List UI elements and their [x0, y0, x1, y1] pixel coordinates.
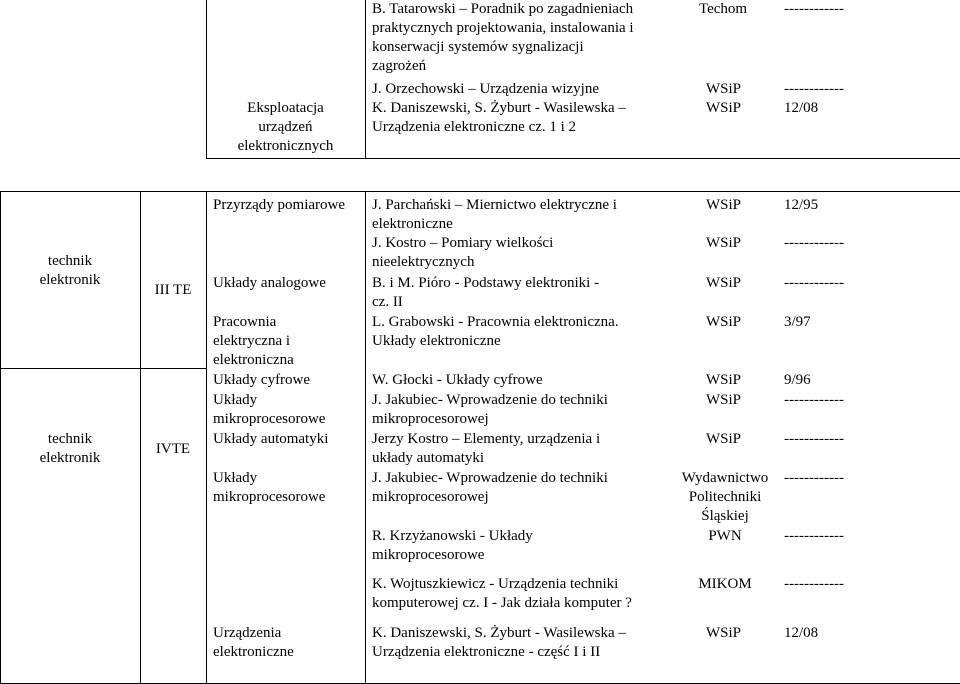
- subject-line: urządzeń: [258, 119, 313, 135]
- subject-line: Pracownia: [213, 314, 277, 330]
- subject-cell: [213, 371, 310, 390]
- book-line: K. Daniszewski, S. Żyburt - Wasilewska –: [372, 100, 626, 116]
- subject-cell: [213, 391, 325, 429]
- subject-line: Przyrządy pomiarowe: [213, 197, 346, 213]
- book-line: Układy elektroniczne: [372, 333, 501, 349]
- profession-cell-2: [0, 430, 140, 468]
- school-class-2: IVTE: [155, 441, 191, 457]
- book-cell: [372, 575, 632, 613]
- publisher: WSiP: [706, 275, 742, 291]
- border: [0, 368, 206, 369]
- year: ------------: [784, 81, 844, 97]
- year: 12/08: [784, 100, 819, 116]
- year: 12/95: [784, 197, 819, 213]
- book-cell: [372, 391, 608, 429]
- publisher: WSiP: [706, 431, 742, 447]
- publisher-line: Śląskiej: [701, 508, 749, 524]
- border: [140, 191, 141, 683]
- book-line: mikroprocesorowe: [372, 547, 485, 563]
- profession-line: elektronik: [39, 272, 101, 288]
- publisher: PWN: [708, 528, 742, 544]
- book-line: Urządzenia elektroniczne - część I i II: [372, 644, 601, 660]
- book-cell: [372, 234, 553, 272]
- book-cell: [372, 274, 599, 312]
- book-line: J. Kostro – Pomiary wielkości: [372, 235, 554, 251]
- book-line: cz. II: [372, 294, 403, 310]
- subject-line: Układy: [213, 470, 258, 486]
- publisher-line: Politechniki: [688, 489, 762, 505]
- publisher: WSiP: [706, 314, 742, 330]
- border: [365, 0, 366, 158]
- book-line: Urządzenia elektroniczne cz. 1 i 2: [372, 119, 577, 135]
- subject-line: Urządzenia: [213, 625, 282, 641]
- book-title: J. Orzechowski – Urządzenia wizyjne: [372, 81, 599, 97]
- border: [206, 191, 207, 683]
- profession-line: technik: [47, 431, 93, 447]
- year: ------------: [784, 576, 844, 592]
- subject-line: Eksploatacja: [247, 100, 324, 116]
- publisher: WSiP: [706, 81, 742, 97]
- year: 9/96: [784, 372, 811, 388]
- top-subject-cell: [206, 99, 365, 156]
- subject-line: Układy automatyki: [213, 431, 329, 447]
- book-line: L. Grabowski - Pracownia elektroniczna.: [372, 314, 619, 330]
- book-line: K. Daniszewski, S. Żyburt - Wasilewska –: [372, 625, 626, 641]
- year: ------------: [784, 235, 844, 251]
- publisher: WSiP: [706, 197, 742, 213]
- subject-line: elektryczna i: [213, 333, 291, 349]
- publisher-line: Wydawnictwo: [681, 470, 769, 486]
- publisher: WSiP: [706, 372, 742, 388]
- year: 3/97: [784, 314, 811, 330]
- year: ------------: [784, 431, 844, 447]
- year: ------------: [784, 392, 844, 408]
- subject-line: Układy cyfrowe: [213, 372, 311, 388]
- top-row-1-book: [372, 0, 634, 76]
- book-line: B. Tatarowski – Poradnik po zagadnieniach: [372, 1, 634, 17]
- book-line: J. Jakubiec- Wprowadzenie do techniki: [372, 392, 608, 408]
- year: ------------: [784, 528, 844, 544]
- subject-line: Układy analogowe: [213, 275, 326, 291]
- subject-cell: [213, 274, 326, 293]
- book-line: mikroprocesorowej: [372, 411, 489, 427]
- year: ------------: [784, 275, 844, 291]
- book-cell: [372, 371, 543, 390]
- book-line: W. Głocki - Układy cyfrowe: [372, 372, 543, 388]
- publisher: WSiP: [706, 625, 742, 641]
- year: ------------: [784, 1, 844, 17]
- border: [365, 191, 366, 683]
- book-line: Jerzy Kostro – Elementy, urządzenia i: [372, 431, 601, 447]
- subject-cell: [213, 624, 294, 662]
- book-line: K. Wojtuszkiewicz - Urządzenia techniki: [372, 576, 619, 592]
- book-line: J. Parchański – Miernictwo elektryczne i: [372, 197, 617, 213]
- book-line: układy automatyki: [372, 450, 485, 466]
- publisher: WSiP: [706, 235, 742, 251]
- border: [206, 158, 960, 159]
- subject-line: elektroniczna: [213, 352, 294, 368]
- subject-line: mikroprocesorowe: [213, 411, 326, 427]
- book-line: komputerowej cz. I - Jak działa komputer ?: [372, 595, 632, 611]
- school-class-1: III TE: [154, 282, 192, 298]
- book-line: elektroniczne: [372, 216, 453, 232]
- subject-line: mikroprocesorowe: [213, 489, 326, 505]
- border: [0, 191, 960, 192]
- subject-line: elektronicznych: [237, 138, 334, 154]
- subject-cell: [213, 430, 328, 449]
- publisher: WSiP: [706, 100, 742, 116]
- book-cell: [372, 469, 608, 507]
- subject-cell: [213, 469, 325, 507]
- publisher-cell: [672, 469, 778, 526]
- book-cell: [372, 624, 626, 662]
- book-cell: [372, 527, 533, 565]
- book-line: konserwacji systemów sygnalizacji: [372, 39, 584, 55]
- publisher: WSiP: [706, 392, 742, 408]
- book-line: R. Krzyżanowski - Układy: [372, 528, 533, 544]
- publisher: Techom: [699, 1, 748, 17]
- book-cell: [372, 313, 619, 351]
- subject-cell: [213, 196, 345, 215]
- top-row-3-book: [372, 99, 626, 137]
- book-line: nieelektrycznych: [372, 254, 475, 270]
- profession-line: elektronik: [39, 450, 101, 466]
- book-cell: [372, 430, 600, 468]
- book-line: praktycznych projektowania, instalowania i: [372, 20, 634, 36]
- subject-cell: [213, 313, 294, 370]
- profession-cell-1: [0, 252, 140, 290]
- subject-line: Układy: [213, 392, 258, 408]
- book-line: J. Jakubiec- Wprowadzenie do techniki: [372, 470, 608, 486]
- book-line: mikroprocesorowej: [372, 489, 489, 505]
- year: ------------: [784, 470, 844, 486]
- profession-line: technik: [47, 253, 93, 269]
- book-cell: [372, 196, 617, 234]
- book-line: zagrożeń: [372, 58, 427, 74]
- publisher: MIKOM: [698, 576, 752, 592]
- subject-line: elektroniczne: [213, 644, 294, 660]
- book-line: B. i M. Pióro - Podstawy elektroniki -: [372, 275, 600, 291]
- year: 12/08: [784, 625, 819, 641]
